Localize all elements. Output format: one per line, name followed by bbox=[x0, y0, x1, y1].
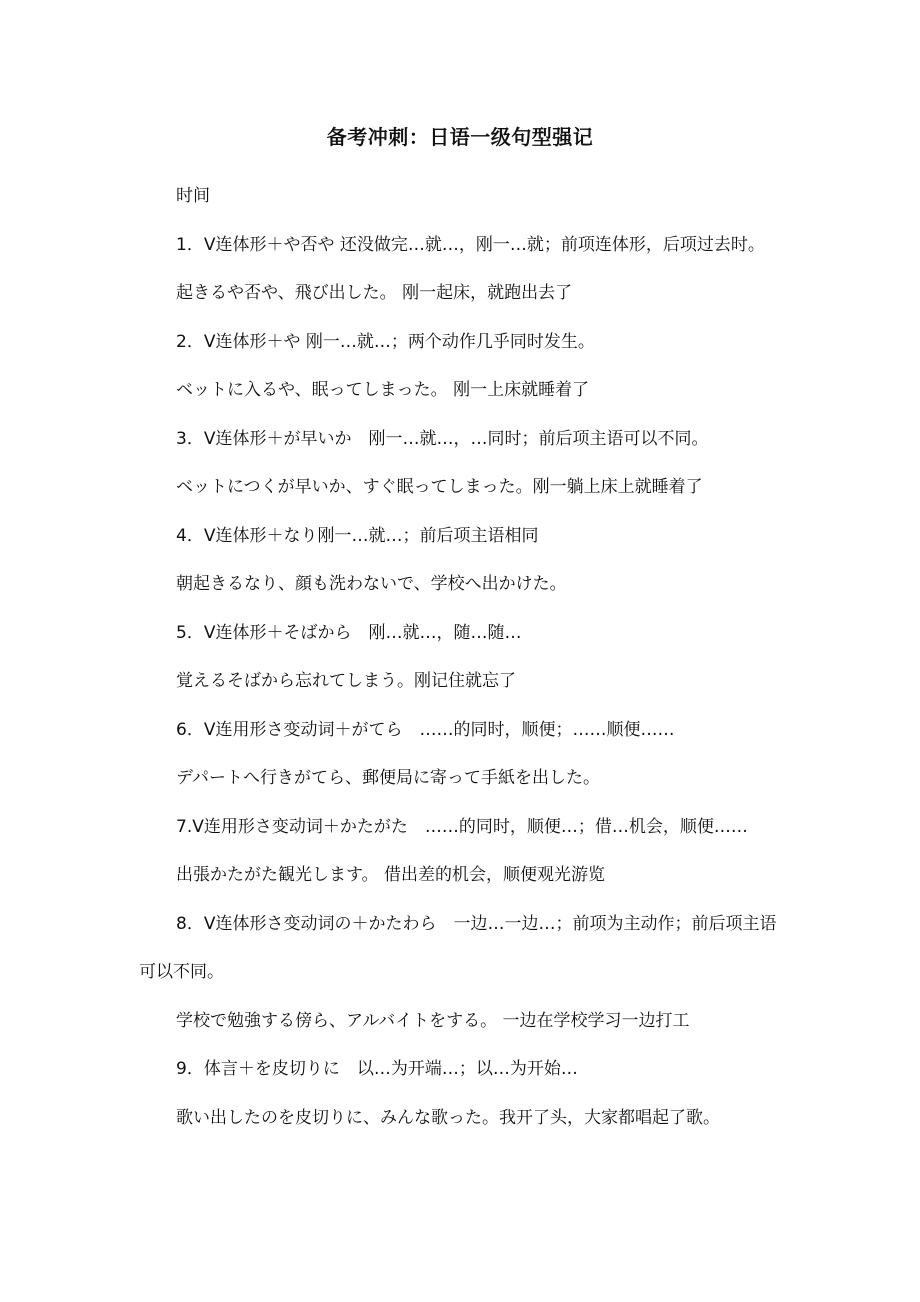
paragraph-example-5: 覚えるそばから忘れてしまう。刚记住就忘了 bbox=[176, 671, 516, 691]
paragraph-pattern-4: 4．V连体形＋なり刚一…就…；前后项主语相同 bbox=[176, 525, 539, 546]
paragraph-pattern-5: 5．V连体形＋そばから 刚…就…，随…随… bbox=[176, 622, 522, 643]
paragraph-pattern-7: 7.V连用形さ变动词＋かたがた ……的同时，顺便…；借…机会，顺便…… bbox=[176, 816, 748, 837]
paragraph-pattern-9: 9．体言＋を皮切りに 以…为开端…；以…为开始… bbox=[176, 1059, 578, 1079]
document-body bbox=[139, 172, 789, 1142]
paragraph-example-1: 起きるや否や、飛び出した。 刚一起床，就跑出去了 bbox=[176, 283, 573, 303]
paragraph-example-4: 朝起きるなり、顔も洗わないで、学校へ出かけた。 bbox=[176, 574, 567, 594]
paragraph-example-6: デパートへ行きがてら、郵便局に寄って手紙を出した。 bbox=[176, 768, 600, 788]
paragraph-section-heading: 时间 bbox=[176, 186, 210, 206]
paragraph-pattern-6: 6．V连用形さ变动词＋がてら ……的同时，顺便；……顺便…… bbox=[176, 719, 675, 740]
paragraph-example-2: ベットに入るや、眠ってしまった。 刚一上床就睡着了 bbox=[176, 380, 590, 400]
paragraph-example-9: 歌い出したのを皮切りに、みんな歌った。我开了头，大家都唱起了歌。 bbox=[176, 1107, 720, 1128]
paragraph-pattern-2: 2．V连体形＋や 刚一…就…；两个动作几乎同时发生。 bbox=[176, 331, 595, 352]
paragraph-example-8: 学校で勉強する傍ら、アルバイトをする。 一边在学校学习一边打工 bbox=[176, 1010, 690, 1031]
document-title: 备考冲刺：日语一级句型强记 bbox=[326, 125, 594, 149]
paragraph-pattern-3: 3．V连体形＋が早いか 刚一…就…，…同时；前后项主语可以不同。 bbox=[176, 428, 709, 449]
paragraph-example-7: 出張かたがた観光します。 借出差的机会，顺便观光游览 bbox=[176, 865, 606, 885]
paragraph-example-3: ベットにつくが早いか、すぐ眠ってしまった。刚一躺上床上就睡着了 bbox=[176, 477, 703, 497]
paragraph-pattern-1: 1．V连体形＋や否や 还没做完…就…，刚一…就；前项连体形，后项过去时。 bbox=[176, 234, 765, 255]
paragraph-pattern-8: 8．V连体形さ变动词の＋かたわら 一边…一边…；前项为主动作；前后项主语可以不同。 bbox=[139, 913, 777, 982]
